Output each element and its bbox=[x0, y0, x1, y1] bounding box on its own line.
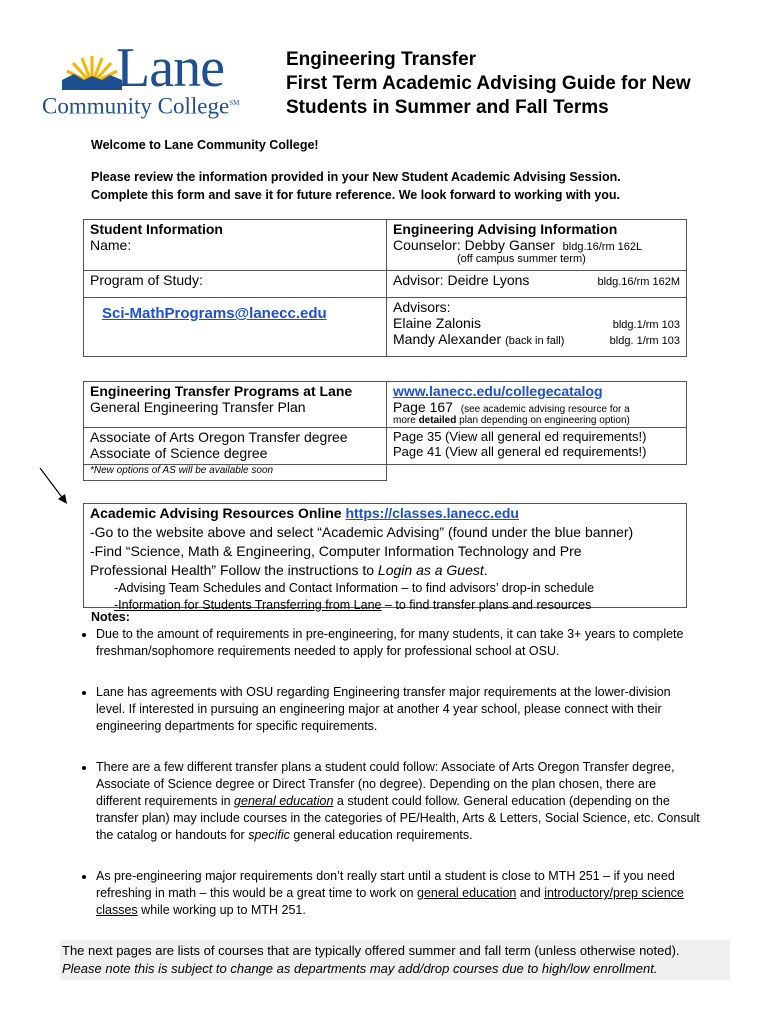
transfer-info-link[interactable]: -Information for Students Transferring from Lane bbox=[114, 598, 382, 612]
general-page: Page 167 bbox=[393, 399, 453, 415]
as-note: *New options of AS will be available soon bbox=[90, 465, 274, 476]
degree-pages-cell bbox=[387, 428, 687, 465]
programs-cell-general bbox=[84, 382, 387, 428]
resources-heading: Academic Advising Resources Online bbox=[90, 505, 342, 521]
program-label: Program of Study: bbox=[90, 272, 203, 288]
advisor2-name: Mandy Alexander bbox=[393, 331, 502, 347]
notes-list bbox=[60, 626, 700, 943]
catalog-cell bbox=[387, 382, 687, 428]
empty-cell bbox=[387, 465, 687, 481]
general-page-row bbox=[393, 399, 680, 415]
logo-name-large: Lane bbox=[116, 37, 224, 99]
note4-c: while working up to MTH 251. bbox=[137, 903, 306, 917]
title-line-2: First Term Academic Advising Guide for New bbox=[286, 73, 691, 94]
email-cell bbox=[84, 298, 387, 357]
review-line-2: Complete this form and save it for future reference. We look forward to working with you. bbox=[91, 188, 621, 202]
as-note-cell bbox=[84, 465, 387, 481]
note-item bbox=[96, 868, 700, 919]
resources-heading-row bbox=[90, 504, 680, 523]
general-page-note-b bbox=[393, 415, 680, 426]
footer-line-1: The next pages are lists of courses that are typically offered summer and fall term (unless otherwise noted). bbox=[62, 943, 680, 958]
student-info-header: Student Information bbox=[90, 221, 223, 237]
aa-page: Page 35 (View all general ed requirements!) bbox=[393, 429, 647, 444]
advisor2-location: bldg. 1/rm 103 bbox=[609, 335, 680, 347]
note4-a: As pre-engineering major requirements don’t really start until a student is close to MTH 251 – if you need refreshing in math – this would be a great time to work on bbox=[96, 869, 675, 900]
advising-resources-box bbox=[83, 503, 687, 612]
counselor-row bbox=[393, 237, 680, 253]
general-engineering-plan: General Engineering Transfer Plan bbox=[90, 399, 306, 415]
advisor-cell bbox=[387, 271, 687, 298]
prep-science-link[interactable]: introductory/prep science classes bbox=[96, 886, 684, 917]
sub2-post: – to find transfer plans and resources bbox=[381, 598, 592, 612]
note-b-pre: more bbox=[393, 415, 419, 426]
college-logo bbox=[40, 37, 270, 120]
title-line-3: Students in Summer and Fall Terms bbox=[286, 97, 609, 118]
resources-sub-1: -Advising Team Schedules and Contact Information – to find advisors’ drop-in schedule bbox=[114, 581, 595, 595]
page-title bbox=[286, 48, 756, 120]
resources-line-1: -Go to the website above and select “Academic Advising” (found under the blue banner) bbox=[90, 524, 634, 540]
resources-line-3 bbox=[90, 561, 680, 580]
logo-service-mark: SM bbox=[229, 99, 240, 107]
programs-cell-degrees bbox=[84, 428, 387, 465]
note-item: • Due to the amount of requirements in pre-engineering, for many students, it can take 3+ years to complete freshman/sophomore requirements needed to apply for professional school at OSU. bbox=[96, 626, 700, 660]
line3-pre: Professional Health” Follow the instructions to bbox=[90, 562, 378, 578]
note-b-post: plan depending on engineering option) bbox=[456, 415, 630, 426]
as-degree: Associate of Science degree bbox=[90, 445, 268, 461]
review-line-1: Please review the information provided in your New Student Academic Advising Session. bbox=[91, 170, 621, 184]
advisors-cell bbox=[387, 298, 687, 357]
aa-degree: Associate of Arts Oregon Transfer degree bbox=[90, 429, 348, 445]
note-item: • Lane has agreements with OSU regarding Engineering transfer major requirements at the lower-division level. If interested in pursuing an engineering major at another 4 year school, please connect with their engineering departments for specific requirements. bbox=[96, 684, 700, 735]
note3-c: general education requirements. bbox=[289, 828, 473, 842]
line3-post: . bbox=[483, 562, 488, 578]
welcome-text: Welcome to Lane Community College! bbox=[91, 138, 319, 152]
counselor-location: bldg.16/rm 162L bbox=[562, 241, 643, 253]
login-guest-text: Login as a Guest bbox=[377, 562, 484, 578]
programs-table bbox=[83, 381, 687, 481]
note3-a: There are a few different transfer plans a student could follow: Associate of Arts Oregon Transfer degree, Associate of Science degree or Direct Transfer (no degree). Depending on the plan chosen, there are different requirements in bbox=[96, 760, 675, 808]
logo-name-small-text: Community College bbox=[42, 93, 230, 119]
advisor1-location: bldg.1/rm 103 bbox=[612, 319, 680, 331]
general-education-link-2[interactable]: general education bbox=[417, 886, 517, 900]
advisor1-name: Elaine Zalonis bbox=[393, 315, 481, 331]
note4-b: and bbox=[516, 886, 545, 900]
title-line-1: Engineering Transfer bbox=[286, 49, 477, 70]
advisors-label: Advisors: bbox=[393, 299, 451, 315]
review-instructions bbox=[91, 168, 731, 204]
email-link[interactable]: Sci-MathPrograms@lanecc.edu bbox=[102, 305, 327, 322]
note3-italic: specific bbox=[248, 828, 290, 842]
advisor2-note: (back in fall) bbox=[505, 335, 565, 347]
as-page: Page 41 (View all general ed requirements!) bbox=[393, 444, 647, 459]
logo-name-small bbox=[42, 90, 239, 120]
catalog-link[interactable]: www.lanecc.edu/collegecatalog bbox=[393, 383, 603, 399]
note-b-bold: detailed bbox=[418, 415, 457, 426]
program-cell bbox=[84, 271, 387, 298]
sun-icon bbox=[62, 54, 122, 90]
advisor-row bbox=[393, 272, 680, 288]
footer-line-2: Please note this is subject to change as departments may add/drop courses due to high/low enrollment. bbox=[62, 961, 658, 976]
general-page-note-a: (see academic advising resource for a bbox=[460, 404, 630, 415]
resources-line-2: -Find “Science, Math & Engineering, Computer Information Technology and Pre bbox=[90, 543, 582, 559]
advisor2-row bbox=[393, 331, 680, 347]
advisor-location: bldg.16/rm 162M bbox=[597, 276, 680, 288]
counselor-name: Counselor: Debby Ganser bbox=[393, 237, 555, 253]
programs-header: Engineering Transfer Programs at Lane bbox=[90, 383, 353, 399]
classes-link[interactable]: https://classes.lanecc.edu bbox=[345, 505, 519, 521]
name-label: Name: bbox=[90, 237, 132, 253]
counselor-note: (off campus summer term) bbox=[457, 253, 586, 265]
notes-label: Notes: bbox=[91, 610, 130, 624]
advisor-name: Advisor: Deidre Lyons bbox=[393, 272, 530, 288]
general-education-link[interactable]: general education bbox=[234, 794, 334, 808]
footer-note bbox=[60, 940, 730, 980]
advising-info-header: Engineering Advising Information bbox=[393, 221, 618, 237]
resources-sub-2 bbox=[90, 597, 680, 614]
info-table bbox=[83, 219, 687, 357]
student-info-cell bbox=[84, 220, 387, 271]
advisor1-row bbox=[393, 315, 680, 331]
advising-info-cell bbox=[387, 220, 687, 271]
note3-b: a student could follow. General education (depending on the transfer plan) may include courses in the categories of PE/Health, Arts & Letters, Social Science, etc. Consult the catalog or handouts for bbox=[96, 794, 700, 842]
pointer-arrow-icon bbox=[38, 466, 70, 508]
note-item bbox=[96, 759, 700, 844]
